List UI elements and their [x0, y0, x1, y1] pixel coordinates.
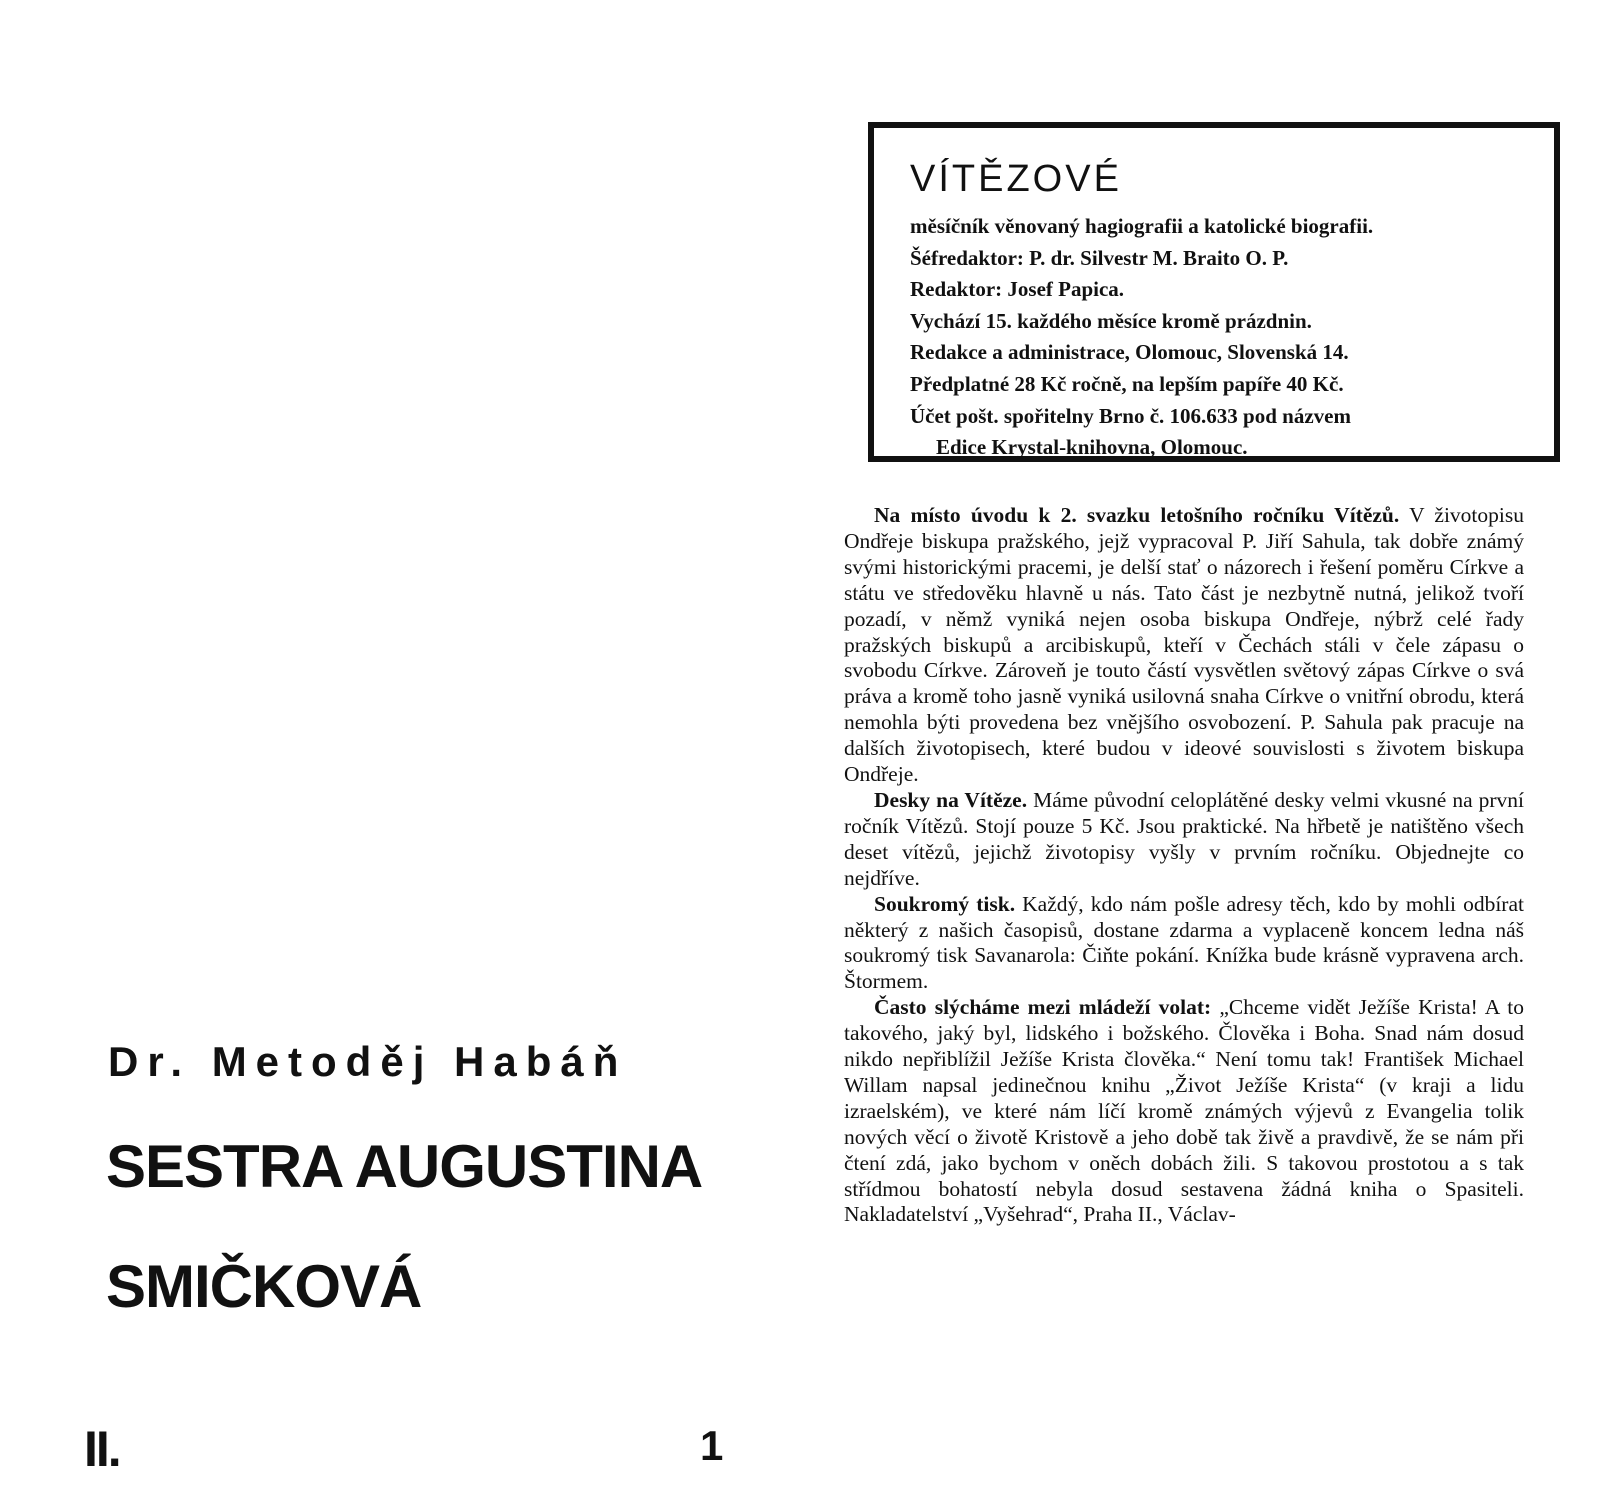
masthead-line: Předplatné 28 Kč ročně, na lepším papíře 40 Kč. [910, 371, 1344, 396]
volume-number: II. [84, 1421, 120, 1477]
article-paragraph [844, 995, 1524, 1228]
masthead-line: Šéfredaktor: P. dr. Silvestr M. Braito O. P. [910, 245, 1289, 270]
article-paragraph [844, 503, 1524, 788]
page-number: 1 [700, 1422, 724, 1469]
book-title-line-2: SMIČKOVÁ [106, 1253, 422, 1320]
paragraph-body: Každý, kdo nám pošle adresy těch, kdo by mohli odbírat některý z našich časopisů, dostane zdarma a vyplaceně koncem ledna náš soukromý tisk Savanarola: Čiňte pokání. Knížka bude krásně vypravena arch. Štormem. [844, 891, 1524, 994]
masthead-box [868, 122, 1560, 462]
paragraph-lead: Často slýcháme mezi mládeží volat: [874, 995, 1212, 1020]
article-paragraph [844, 892, 1524, 996]
right-page [806, 0, 1612, 1500]
paragraph-body: „Chceme vidět Ježíše Krista! A to takového, jaký byl, lidského i božského. Člověka i Boha. Snad nám dosud nikdo nepřiblížil Ježíše Krista člověka.“ Není tomu tak! František Michael Willam napsal jedinečnou knihu „Život Ježíše Krista“ (v kraji a lidu izraelském), ve které nám líčí kromě známých výjevů z Evangelia tolik nových věcí o životě Kristově a jeho době tak živě a pravdivě, že se nám při čtení zdá, jako bychom v oněch dobách žili. S takovou prostotou a s tak střídmou bohatostí nebyla dosud sestavena žádná kniha o Spasiteli. Nakladatelství „Vyšehrad“, Praha II., Václav- [844, 995, 1525, 1227]
paragraph-lead: Soukromý tisk. [874, 891, 1016, 916]
masthead-line: Redakce a administrace, Olomouc, Slovenská 14. [910, 340, 1349, 365]
masthead-line: Redaktor: Josef Papica. [910, 277, 1125, 302]
paragraph-body: V životopisu Ondřeje biskupa pražského, jejž vypracoval P. Jiří Sahula, tak dobře známý svými historickými pracemi, je delší stať o názorech i řešení poměru Církve a státu ve středověku hlavně u nás. Tato část je nezbytně nutná, jelikož tvoří pozadí, v němž vyniká nejen osoba biskupa Ondřeje, nýbrž celé řady pražských biskupů a arcibiskupů, kteří v Čechách stáli v čele zápasu o svobodu Církve. Zároveň je touto částí vysvětlen světový zápas Církve o svá práva a kromě toho jasně vyniká usilovná snaha Církve o vnitřní obrodu, která nemohla býti provedena bez vnějšího osvobození. P. Sahula pak pracuje na dalších životopisech, které budou v ideové souvislosti s životem biskupa Ondřeje. [844, 503, 1524, 787]
masthead-title: VÍTĚZOVÉ [910, 158, 1122, 200]
article-column [844, 503, 1524, 1228]
paragraph-lead: Desky na Vítěze. [874, 787, 1028, 812]
masthead-line: měsíčník věnovaný hagiografii a katolické biografii. [910, 214, 1374, 238]
masthead-line: Vychází 15. každého měsíce kromě prázdnin. [910, 308, 1312, 333]
paragraph-lead: Na místo úvodu k 2. svazku letošního ročníku Vítězů. [874, 503, 1400, 527]
masthead-line: Účet pošt. spořitelny Brno č. 106.633 pod názvem [910, 403, 1351, 428]
article-paragraph [844, 788, 1524, 892]
masthead-line: Edice Krystal-knihovna, Olomouc. [936, 435, 1248, 460]
book-title-line-1: SESTRA AUGUSTINA [106, 1133, 703, 1200]
paragraph-body: Máme původní celoplátěné desky velmi vkusné na první ročník Vítězů. Stojí pouze 5 Kč. Jsou praktické. Na hřbetě je natištěno všech deset vítězů, jejichž životopisy vyšly v prvním ročníku. Objednejte co nejdříve. [844, 787, 1524, 890]
author-name: Dr. Metoděj Habáň [108, 1038, 628, 1085]
